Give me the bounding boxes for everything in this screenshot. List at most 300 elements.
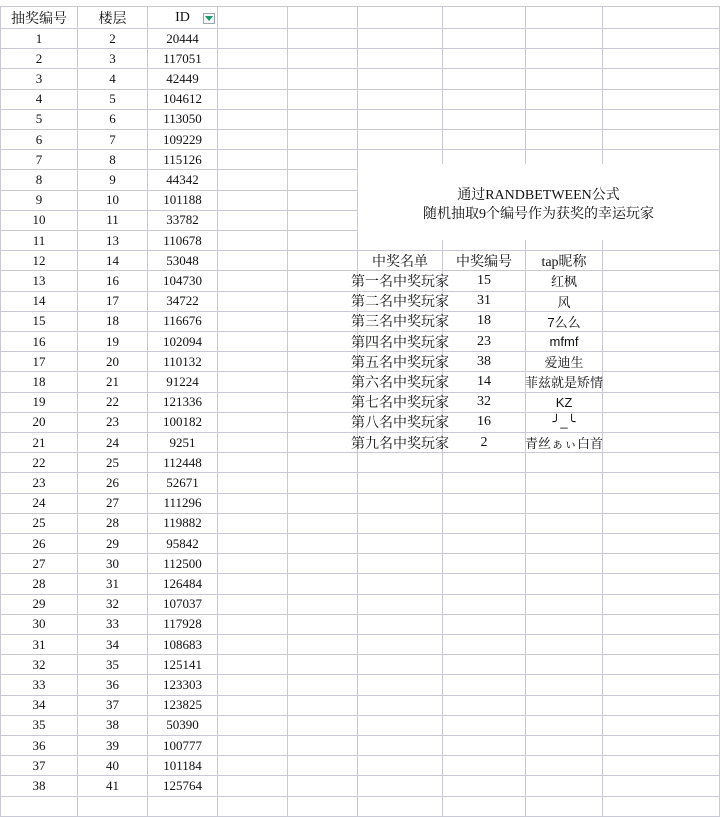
winner-label[interactable]: 第三名中奖玩家 [358,312,443,332]
empty-cell[interactable] [603,494,720,514]
empty-cell[interactable] [218,756,288,776]
cell-id[interactable]: 110132 [148,352,218,372]
cell-id[interactable]: 113050 [148,110,218,130]
cell-draw-no[interactable]: 6 [0,130,78,150]
empty-cell[interactable] [288,433,358,453]
empty-cell[interactable] [218,797,288,817]
empty-cell[interactable] [288,292,358,312]
empty-cell[interactable] [358,29,443,49]
empty-cell[interactable] [288,372,358,392]
empty-cell[interactable] [218,716,288,736]
cell-draw-no[interactable]: 5 [0,110,78,130]
cell-draw-no[interactable]: 25 [0,514,78,534]
cell-draw-no[interactable]: 10 [0,211,78,231]
empty-cell[interactable] [288,655,358,675]
cell-id[interactable]: 101188 [148,191,218,211]
winner-label[interactable]: 第四名中奖玩家 [358,332,443,352]
empty-cell[interactable] [358,69,443,89]
empty-cell[interactable] [443,716,526,736]
cell-draw-no[interactable]: 15 [0,312,78,332]
cell-draw-no[interactable]: 14 [0,292,78,312]
empty-cell[interactable] [358,797,443,817]
empty-cell[interactable] [358,635,443,655]
empty-cell[interactable] [603,797,720,817]
empty-cell[interactable] [218,110,288,130]
empty-cell[interactable] [443,797,526,817]
cell-id[interactable]: 111296 [148,494,218,514]
empty-cell[interactable] [603,6,720,29]
cell-draw-no[interactable]: 19 [0,393,78,413]
cell-id[interactable]: 50390 [148,716,218,736]
empty-cell[interactable] [526,6,603,29]
empty-cell[interactable] [218,433,288,453]
winner-label[interactable]: 第一名中奖玩家 [358,271,443,291]
empty-cell[interactable] [603,312,720,332]
cell-draw-no[interactable]: 7 [0,150,78,170]
empty-cell[interactable] [358,655,443,675]
empty-cell[interactable] [603,49,720,69]
description-note[interactable] [358,164,720,240]
cell-id[interactable]: 33782 [148,211,218,231]
empty-cell[interactable] [603,756,720,776]
empty-cell[interactable] [526,736,603,756]
cell-floor[interactable]: 28 [78,514,148,534]
empty-cell[interactable] [443,736,526,756]
cell-floor[interactable]: 3 [78,49,148,69]
cell-draw-no[interactable]: 21 [0,433,78,453]
empty-cell[interactable] [358,554,443,574]
empty-cell[interactable] [603,635,720,655]
empty-cell[interactable] [603,292,720,312]
empty-cell[interactable] [288,251,358,271]
empty-cell[interactable] [288,635,358,655]
cell-id[interactable]: 44342 [148,170,218,190]
empty-cell[interactable] [218,332,288,352]
empty-cell[interactable] [218,453,288,473]
winner-nickname[interactable]: ╯_╰ [526,413,603,433]
empty-cell[interactable] [218,615,288,635]
empty-cell[interactable] [603,271,720,291]
empty-cell[interactable] [443,655,526,675]
empty-cell[interactable] [443,69,526,89]
empty-cell[interactable] [0,797,78,817]
empty-cell[interactable] [288,69,358,89]
cell-id[interactable]: 107037 [148,595,218,615]
empty-cell[interactable] [218,69,288,89]
empty-cell[interactable] [526,554,603,574]
empty-cell[interactable] [603,352,720,372]
empty-cell[interactable] [218,736,288,756]
empty-cell[interactable] [603,372,720,392]
empty-cell[interactable] [443,29,526,49]
cell-floor[interactable]: 25 [78,453,148,473]
empty-cell[interactable] [288,110,358,130]
cell-draw-no[interactable]: 11 [0,231,78,251]
header-id[interactable]: ID [148,6,218,29]
cell-id[interactable]: 116676 [148,312,218,332]
empty-cell[interactable] [443,776,526,796]
empty-cell[interactable] [603,675,720,695]
cell-floor[interactable]: 21 [78,372,148,392]
cell-floor[interactable]: 8 [78,150,148,170]
cell-id[interactable]: 109229 [148,130,218,150]
empty-cell[interactable] [288,776,358,796]
empty-cell[interactable] [288,494,358,514]
empty-cell[interactable] [443,615,526,635]
empty-cell[interactable] [603,696,720,716]
empty-cell[interactable] [288,534,358,554]
cell-draw-no[interactable]: 3 [0,69,78,89]
empty-cell[interactable] [526,675,603,695]
empty-cell[interactable] [526,756,603,776]
empty-cell[interactable] [288,6,358,29]
winners-header-list[interactable]: 中奖名单 [358,251,443,271]
empty-cell[interactable] [603,655,720,675]
empty-cell[interactable] [526,716,603,736]
empty-cell[interactable] [218,29,288,49]
cell-draw-no[interactable]: 23 [0,473,78,493]
empty-cell[interactable] [288,211,358,231]
cell-draw-no[interactable]: 18 [0,372,78,392]
empty-cell[interactable] [218,6,288,29]
header-floor[interactable]: 楼层 [78,6,148,29]
cell-id[interactable]: 52671 [148,473,218,493]
cell-draw-no[interactable]: 20 [0,413,78,433]
empty-cell[interactable] [526,69,603,89]
cell-draw-no[interactable]: 2 [0,49,78,69]
empty-cell[interactable] [603,534,720,554]
empty-cell[interactable] [218,635,288,655]
winner-number[interactable]: 18 [443,312,526,332]
cell-draw-no[interactable]: 16 [0,332,78,352]
cell-draw-no[interactable]: 26 [0,534,78,554]
winner-nickname[interactable]: KZ [526,393,603,413]
empty-cell[interactable] [218,655,288,675]
empty-cell[interactable] [218,49,288,69]
empty-cell[interactable] [526,453,603,473]
cell-floor[interactable]: 5 [78,90,148,110]
empty-cell[interactable] [358,595,443,615]
empty-cell[interactable] [358,49,443,69]
empty-cell[interactable] [443,514,526,534]
cell-floor[interactable]: 26 [78,473,148,493]
empty-cell[interactable] [603,130,720,150]
cell-id[interactable]: 110678 [148,231,218,251]
empty-cell[interactable] [288,514,358,534]
cell-floor[interactable]: 24 [78,433,148,453]
empty-cell[interactable] [358,494,443,514]
empty-cell[interactable] [526,130,603,150]
cell-id[interactable]: 112500 [148,554,218,574]
cell-draw-no[interactable]: 35 [0,716,78,736]
empty-cell[interactable] [358,514,443,534]
winner-number[interactable]: 31 [443,292,526,312]
cell-id[interactable]: 20444 [148,29,218,49]
empty-cell[interactable] [288,29,358,49]
cell-floor[interactable]: 34 [78,635,148,655]
cell-id[interactable]: 125141 [148,655,218,675]
empty-cell[interactable] [288,130,358,150]
empty-cell[interactable] [218,130,288,150]
empty-cell[interactable] [443,635,526,655]
cell-floor[interactable]: 33 [78,615,148,635]
cell-id[interactable]: 42449 [148,69,218,89]
empty-cell[interactable] [526,797,603,817]
cell-id[interactable]: 108683 [148,635,218,655]
empty-cell[interactable] [358,110,443,130]
empty-cell[interactable] [526,90,603,110]
cell-id[interactable]: 53048 [148,251,218,271]
empty-cell[interactable] [218,312,288,332]
filter-dropdown-button[interactable] [203,13,215,24]
empty-cell[interactable] [603,736,720,756]
cell-id[interactable]: 101184 [148,756,218,776]
cell-draw-no[interactable]: 36 [0,736,78,756]
empty-cell[interactable] [288,49,358,69]
empty-cell[interactable] [288,675,358,695]
cell-id[interactable]: 119882 [148,514,218,534]
empty-cell[interactable] [218,534,288,554]
cell-draw-no[interactable]: 4 [0,90,78,110]
empty-cell[interactable] [218,675,288,695]
empty-cell[interactable] [526,776,603,796]
empty-cell[interactable] [526,473,603,493]
empty-cell[interactable] [603,90,720,110]
cell-id[interactable]: 121336 [148,393,218,413]
cell-draw-no[interactable]: 33 [0,675,78,695]
empty-cell[interactable] [288,191,358,211]
empty-cell[interactable] [218,413,288,433]
winners-header-number[interactable]: 中奖编号 [443,251,526,271]
empty-cell[interactable] [218,514,288,534]
cell-id[interactable]: 112448 [148,453,218,473]
winner-label[interactable]: 第六名中奖玩家 [358,372,443,392]
empty-cell[interactable] [358,534,443,554]
empty-cell[interactable] [288,90,358,110]
cell-floor[interactable]: 22 [78,393,148,413]
empty-cell[interactable] [218,776,288,796]
cell-id[interactable]: 126484 [148,574,218,594]
empty-cell[interactable] [603,413,720,433]
cell-id[interactable]: 104612 [148,90,218,110]
empty-cell[interactable] [218,191,288,211]
cell-id[interactable]: 123303 [148,675,218,695]
empty-cell[interactable] [526,494,603,514]
cell-id[interactable]: 100182 [148,413,218,433]
cell-floor[interactable]: 17 [78,292,148,312]
empty-cell[interactable] [288,736,358,756]
cell-id[interactable]: 123825 [148,696,218,716]
cell-draw-no[interactable]: 24 [0,494,78,514]
cell-id[interactable]: 34722 [148,292,218,312]
empty-cell[interactable] [358,716,443,736]
winners-header-nickname[interactable]: tap昵称 [526,251,603,271]
empty-cell[interactable] [603,453,720,473]
empty-cell[interactable] [288,473,358,493]
empty-cell[interactable] [443,90,526,110]
cell-floor[interactable]: 31 [78,574,148,594]
cell-draw-no[interactable]: 1 [0,29,78,49]
cell-draw-no[interactable]: 34 [0,696,78,716]
empty-cell[interactable] [603,514,720,534]
cell-floor[interactable]: 7 [78,130,148,150]
empty-cell[interactable] [526,49,603,69]
cell-floor[interactable]: 9 [78,170,148,190]
cell-draw-no[interactable]: 38 [0,776,78,796]
empty-cell[interactable] [218,473,288,493]
empty-cell[interactable] [603,776,720,796]
winner-nickname[interactable]: 风 [526,292,603,312]
empty-cell[interactable] [288,797,358,817]
empty-cell[interactable] [526,110,603,130]
winner-nickname[interactable]: 7么么 [526,312,603,332]
empty-cell[interactable] [358,776,443,796]
winner-label[interactable]: 第九名中奖玩家 [358,433,443,453]
empty-cell[interactable] [288,393,358,413]
cell-draw-no[interactable]: 17 [0,352,78,372]
empty-cell[interactable] [526,574,603,594]
empty-cell[interactable] [443,574,526,594]
cell-id[interactable]: 100777 [148,736,218,756]
empty-cell[interactable] [526,696,603,716]
empty-cell[interactable] [218,494,288,514]
winner-number[interactable]: 16 [443,413,526,433]
winner-label[interactable]: 第二名中奖玩家 [358,292,443,312]
empty-cell[interactable] [288,312,358,332]
empty-cell[interactable] [443,130,526,150]
winner-label[interactable]: 第五名中奖玩家 [358,352,443,372]
cell-id[interactable]: 9251 [148,433,218,453]
empty-cell[interactable] [358,615,443,635]
empty-cell[interactable] [288,352,358,372]
empty-cell[interactable] [78,797,148,817]
cell-floor[interactable]: 36 [78,675,148,695]
cell-id[interactable]: 117928 [148,615,218,635]
empty-cell[interactable] [443,49,526,69]
empty-cell[interactable] [603,615,720,635]
cell-floor[interactable]: 11 [78,211,148,231]
empty-cell[interactable] [443,453,526,473]
empty-cell[interactable] [603,433,720,453]
winner-nickname[interactable]: 红枫 [526,271,603,291]
cell-id[interactable]: 102094 [148,332,218,352]
cell-floor[interactable]: 30 [78,554,148,574]
empty-cell[interactable] [358,473,443,493]
empty-cell[interactable] [526,655,603,675]
empty-cell[interactable] [526,615,603,635]
empty-cell[interactable] [218,574,288,594]
cell-draw-no[interactable]: 28 [0,574,78,594]
empty-cell[interactable] [288,332,358,352]
cell-floor[interactable]: 23 [78,413,148,433]
empty-cell[interactable] [288,574,358,594]
empty-cell[interactable] [148,797,218,817]
empty-cell[interactable] [443,696,526,716]
empty-cell[interactable] [603,29,720,49]
empty-cell[interactable] [218,595,288,615]
cell-draw-no[interactable]: 13 [0,271,78,291]
empty-cell[interactable] [288,413,358,433]
empty-cell[interactable] [603,332,720,352]
cell-floor[interactable]: 40 [78,756,148,776]
empty-cell[interactable] [218,150,288,170]
cell-floor[interactable]: 37 [78,696,148,716]
cell-floor[interactable]: 10 [78,191,148,211]
cell-id[interactable]: 95842 [148,534,218,554]
cell-draw-no[interactable]: 27 [0,554,78,574]
empty-cell[interactable] [288,453,358,473]
cell-floor[interactable]: 39 [78,736,148,756]
cell-draw-no[interactable]: 30 [0,615,78,635]
cell-floor[interactable]: 4 [78,69,148,89]
empty-cell[interactable] [603,595,720,615]
empty-cell[interactable] [358,574,443,594]
cell-floor[interactable]: 20 [78,352,148,372]
winner-number[interactable]: 38 [443,352,526,372]
cell-draw-no[interactable]: 29 [0,595,78,615]
cell-draw-no[interactable]: 32 [0,655,78,675]
empty-cell[interactable] [526,534,603,554]
cell-floor[interactable]: 29 [78,534,148,554]
cell-floor[interactable]: 13 [78,231,148,251]
cell-floor[interactable]: 18 [78,312,148,332]
cell-floor[interactable]: 38 [78,716,148,736]
empty-cell[interactable] [218,696,288,716]
cell-floor[interactable]: 32 [78,595,148,615]
empty-cell[interactable] [288,696,358,716]
winner-nickname[interactable]: 菲兹就是矫情 [526,372,603,392]
winner-nickname[interactable]: 青丝ぁぃ白首 [526,433,603,453]
cell-id[interactable]: 115126 [148,150,218,170]
empty-cell[interactable] [218,292,288,312]
empty-cell[interactable] [603,251,720,271]
empty-cell[interactable] [603,69,720,89]
empty-cell[interactable] [218,372,288,392]
cell-draw-no[interactable]: 22 [0,453,78,473]
empty-cell[interactable] [603,574,720,594]
empty-cell[interactable] [526,635,603,655]
empty-cell[interactable] [288,756,358,776]
winner-number[interactable]: 23 [443,332,526,352]
empty-cell[interactable] [443,595,526,615]
empty-cell[interactable] [358,90,443,110]
cell-floor[interactable]: 27 [78,494,148,514]
winner-label[interactable]: 第七名中奖玩家 [358,393,443,413]
cell-draw-no[interactable]: 12 [0,251,78,271]
cell-floor[interactable]: 6 [78,110,148,130]
cell-floor[interactable]: 35 [78,655,148,675]
winner-label[interactable]: 第八名中奖玩家 [358,413,443,433]
winner-number[interactable]: 14 [443,372,526,392]
empty-cell[interactable] [218,170,288,190]
empty-cell[interactable] [288,554,358,574]
empty-cell[interactable] [443,473,526,493]
empty-cell[interactable] [358,696,443,716]
empty-cell[interactable] [218,211,288,231]
empty-cell[interactable] [443,675,526,695]
empty-cell[interactable] [443,6,526,29]
cell-draw-no[interactable]: 37 [0,756,78,776]
empty-cell[interactable] [358,756,443,776]
empty-cell[interactable] [218,231,288,251]
cell-floor[interactable]: 14 [78,251,148,271]
cell-id[interactable]: 91224 [148,372,218,392]
empty-cell[interactable] [603,716,720,736]
empty-cell[interactable] [443,110,526,130]
empty-cell[interactable] [603,110,720,130]
winner-nickname[interactable]: mfmf [526,332,603,352]
empty-cell[interactable] [218,352,288,372]
